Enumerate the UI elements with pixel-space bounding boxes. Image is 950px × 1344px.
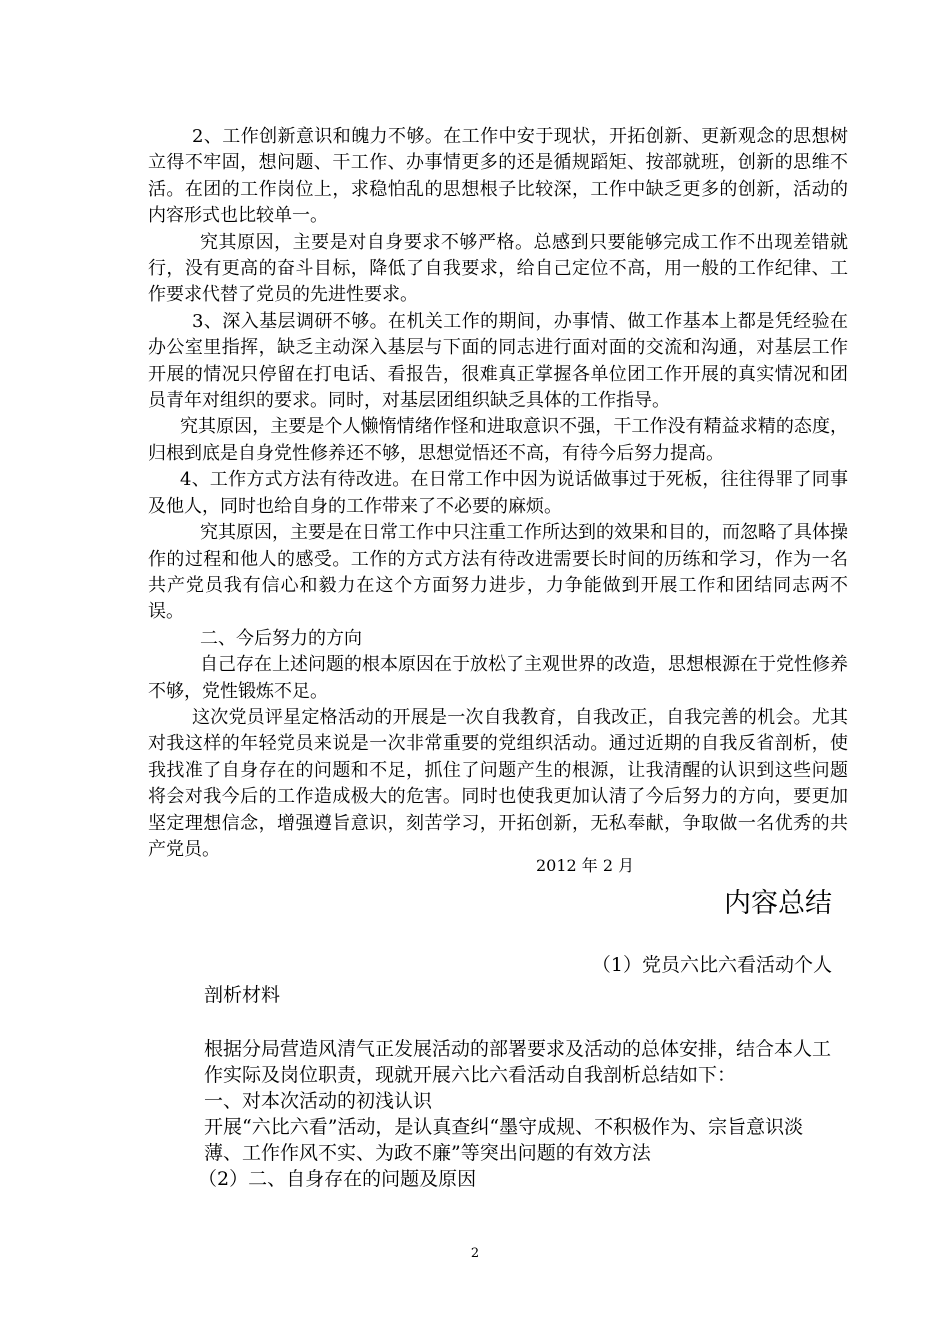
- paragraph-root-cause: 自己存在上述问题的根本原因在于放松了主观世界的改造，思想根源在于党性修养不够，党性锻炼不足。: [148, 654, 848, 702]
- paragraph-cause-2: 究其原因，主要是个人懒惰情绪作怪和进取意识不强，干工作没有精益求精的态度，归根到底是自身党性修养还不够，思想觉悟还不高，有待今后努力提高。: [148, 416, 848, 464]
- page-number: 2: [470, 1246, 480, 1261]
- summary-heading-problems: （2）二、自身存在的问题及原因: [198, 1168, 477, 1190]
- summary-title: 内容总结: [724, 888, 832, 919]
- summary-subtitle-line1: （1）党员六比六看活动个人: [591, 954, 832, 976]
- paragraph-conclusion: 这次党员评星定格活动的开展是一次自我教育，自我改正，自我完善的机会。尤其对我这样的年轻党员来说是一次非常重要的党组织活动。通过近期的自我反省剖析，使我找准了自身存在的问题和不足，抓住了问题产生的根源，让我清醒的认识到这些问题将会对我今后的工作造成极大的危害。同时也使我更加认清了今后努力的方向，要更加坚定理想信念，增强遵旨意识，刻苦学习，开拓创新，无私奉献，争取做一名优秀的共产党员。: [148, 706, 848, 860]
- section-heading-direction: 二、今后努力的方向: [200, 627, 362, 649]
- summary-heading-understanding: 一、对本次活动的初浅认识: [204, 1090, 433, 1112]
- paragraph-cause-3: 究其原因，主要是在日常工作中只注重工作所达到的效果和目的，而忽略了具体操作的过程和他人的感受。工作的方式方法有待改进需要长时间的历练和学习，作为一名共产党员我有信心和毅力在这个方面努力进步，力争能做到开展工作和团结同志两不误。: [148, 522, 848, 623]
- summary-section: [198, 880, 836, 1192]
- summary-paragraph-intro: 根据分局营造风清气正发展活动的部署要求及活动的总体安排，结合本人工作实际及岗位职责，现就开展六比六看活动自我剖析总结如下：: [204, 1038, 832, 1086]
- body-text: [148, 124, 848, 863]
- paragraph-grassroots: 3、深入基层调研不够。在机关工作的期间，办事情、做工作基本上都是凭经验在办公室里指挥，缺乏主动深入基层与下面的同志进行面对面的交流和沟通，对基层工作开展的情况只停留在打电话、看报告，很难真正掌握各单位团工作开展的真实情况和团员青年对组织的要求。同时，对基层团组织缺乏具体的工作指导。: [148, 310, 848, 412]
- document-date: 2012 年 2 月: [536, 856, 635, 875]
- paragraph-innovation: 2、工作创新意识和魄力不够。在工作中安于现状，开拓创新、更新观念的思想树立得不牢固，想问题、干工作、办事情更多的还是循规蹈矩、按部就班，创新的思维不活。在团的工作岗位上，求稳怕乱的思想根子比较深，工作中缺乏更多的创新，活动的内容形式也比较单一。: [148, 126, 848, 227]
- summary-paragraph-activity: 开展“六比六看”活动，是认真查纠“墨守成规、不积极作为、宗旨意识淡薄、工作作风不实、为政不廉”等突出问题的有效方法: [204, 1116, 804, 1164]
- summary-subtitle-line2: 剖析材料: [204, 984, 281, 1006]
- paragraph-cause-1: 究其原因，主要是对自身要求不够严格。总感到只要能够完成工作不出现差错就行，没有更高的奋斗目标，降低了自我要求，给自己定位不高，用一般的工作纪律、工作要求代替了党员的先进性要求。: [148, 231, 848, 306]
- paragraph-methods: 4、工作方式方法有待改进。在日常工作中因为说话做事过于死板，往往得罪了同事及他人，同时也给自身的工作带来了不必要的麻烦。: [148, 469, 848, 517]
